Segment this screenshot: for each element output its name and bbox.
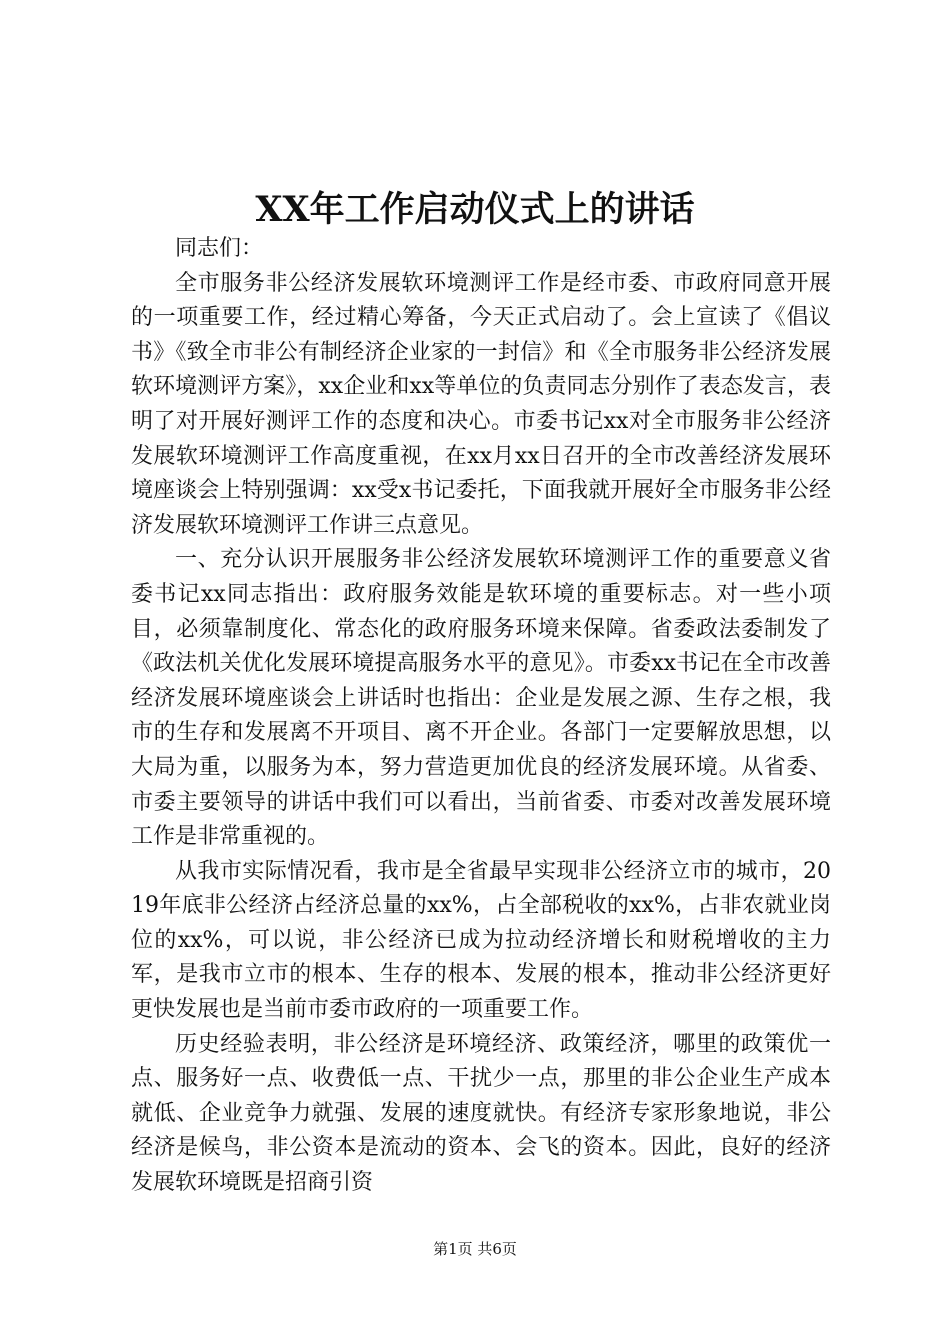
page-footer: 第1页 共6页: [433, 1240, 517, 1258]
city-situation-paragraph: 从我市实际情况看，我市是全省最早实现非公经济立市的城市，2019年底非公经济占经济总量的xx%，占全部税收的xx%，占非农就业岗位的xx%，可以说，非公经济已成为拉动经济增长和财税增收的主力军，是我市立市的根本、生存的根本、发展的根本，推动非公经济更好更快发展也是当前市委市政府的一项重要工作。: [131, 858, 831, 1023]
document-title: XX年工作启动仪式上的讲话: [255, 189, 695, 230]
salutation-paragraph: 同志们：: [175, 236, 264, 261]
intro-paragraph: 全市服务非公经济发展软环境测评工作是经市委、市政府同意开展的一项重要工作，经过精心筹备，今天正式启动了。会上宣读了《倡议书》《致全市非公有制经济企业家的一封信》和《全市服务非公经济发展软环境测评方案》，xx企业和xx等单位的负责同志分别作了表态发言，表明了对开展好测评工作的态度和决心。市委书记xx对全市服务非公经济发展软环境测评工作高度重视，在xx月xx日召开的全市改善经济发展环境座谈会上特别强调：xx受x书记委托，下面我就开展好全市服务非公经济发展软环境测评工作讲三点意见。: [131, 270, 831, 538]
section-one-paragraph: 一、充分认识开展服务非公经济发展软环境测评工作的重要意义省委书记xx同志指出：政府服务效能是软环境的重要标志。对一些小项目，必须靠制度化、常态化的政府服务环境来保障。省委政法委制发了《政法机关优化发展环境提高服务水平的意见》。市委xx书记在全市改善经济发展环境座谈会上讲话时也指出：企业是发展之源、生存之根，我市的生存和发展离不开项目、离不开企业。各部门一定要解放思想，以大局为重，以服务为本，努力营造更加优良的经济发展环境。从省委、市委主要领导的讲话中我们可以看出，当前省委、市委对改善发展环境工作是非常重视的。: [131, 547, 831, 850]
document-body: [131, 232, 831, 1201]
history-experience-paragraph: 历史经验表明，非公经济是环境经济、政策经济，哪里的政策优一点、服务好一点、收费低一点、干扰少一点，那里的非公企业生产成本就低、企业竞争力就强、发展的速度就快。有经济专家形象地说，非公经济是候鸟，非公资本是流动的资本、会飞的资本。因此，良好的经济发展软环境既是招商引资: [131, 1031, 831, 1196]
